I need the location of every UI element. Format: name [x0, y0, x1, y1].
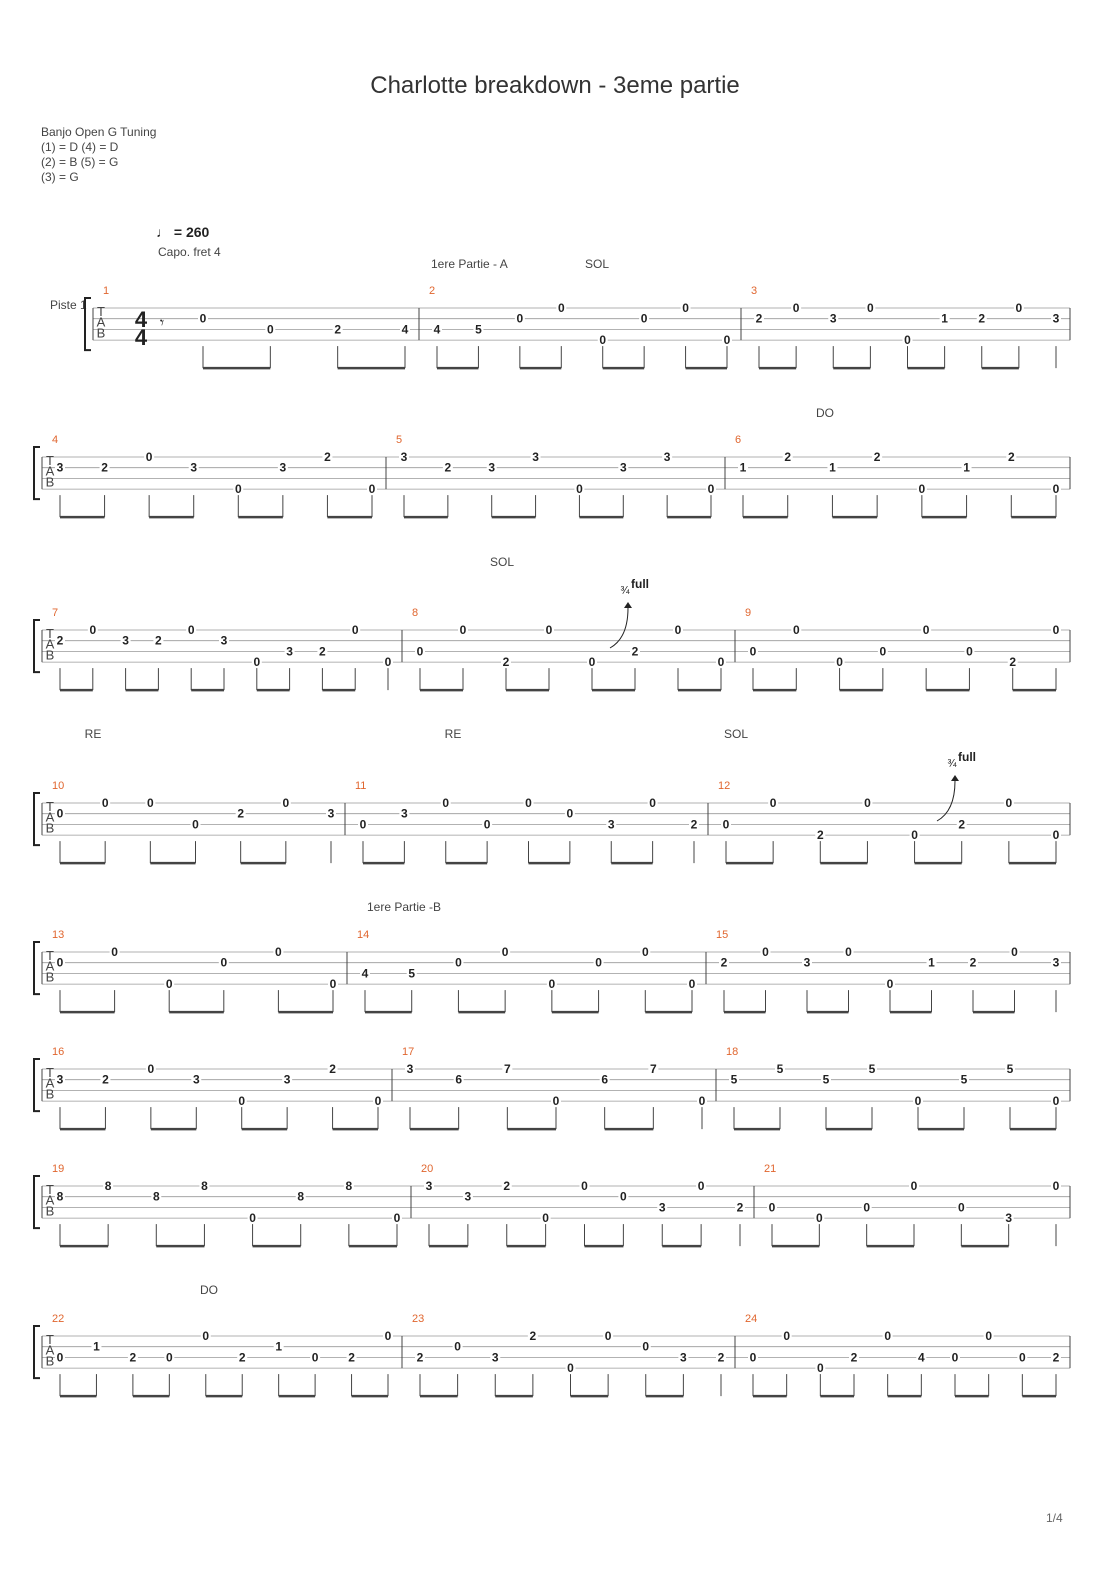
fret-number: 2 — [502, 655, 510, 670]
fret-number: 0 — [769, 796, 777, 810]
fret-number: 2 — [319, 644, 326, 659]
fret-number: 0 — [864, 796, 871, 810]
fret-number: 3 — [56, 460, 64, 475]
fret-number: 0 — [459, 623, 467, 637]
fret-number: 0 — [816, 1361, 824, 1376]
measure-number: 10 — [52, 780, 65, 792]
measure-number: 3 — [751, 285, 758, 297]
fret-number: 0 — [620, 1189, 627, 1204]
measure-number: 15 — [716, 929, 729, 941]
bend-curve — [937, 781, 955, 821]
fret-number: 0 — [56, 1350, 64, 1365]
fret-number: 1 — [941, 311, 948, 326]
fret-number: 0 — [642, 1339, 650, 1354]
fret-number: 2 — [631, 644, 639, 659]
fret-number: 0 — [199, 311, 207, 326]
chord-name: RE — [84, 727, 102, 741]
fret-number: 0 — [249, 1211, 256, 1226]
fret-number: 3 — [680, 1350, 687, 1365]
fret-number: 0 — [238, 1094, 246, 1109]
fret-number: 0 — [641, 945, 649, 959]
fret-number: 0 — [922, 623, 930, 637]
fret-number: 6 — [601, 1072, 609, 1087]
fret-number: 3 — [327, 806, 335, 821]
chord-name: RE — [444, 727, 462, 741]
fret-number: 0 — [455, 955, 462, 970]
chord-name: DO — [816, 406, 834, 420]
bend-curve — [610, 608, 628, 648]
fret-number: 3 — [1005, 1211, 1013, 1226]
measure-number: 7 — [52, 607, 59, 619]
tab-clef-letter: T — [97, 304, 105, 319]
measure-number: 9 — [745, 607, 752, 619]
fret-number: 0 — [879, 644, 887, 659]
fret-number: 0 — [910, 1179, 918, 1193]
measure-number: 8 — [412, 607, 419, 619]
tab-clef-letter: A — [45, 1075, 55, 1091]
fret-number: 0 — [966, 644, 973, 659]
chord-name: SOL — [723, 727, 749, 741]
fret-number: 3 — [658, 1200, 666, 1215]
tab-clef-letter: T — [46, 453, 54, 468]
fret-number: 0 — [282, 796, 290, 810]
fret-number: 0 — [985, 1329, 993, 1343]
fret-number: 8 — [345, 1179, 353, 1193]
fret-number: 1 — [93, 1339, 100, 1354]
fret-number: 0 — [1052, 482, 1060, 497]
tab-clef-letter: B — [45, 1203, 55, 1219]
fret-number: 2 — [237, 806, 245, 821]
fret-number: 0 — [567, 1361, 574, 1376]
bend-fraction-label: ¾ — [620, 585, 630, 597]
system-bracket — [34, 1326, 40, 1378]
tab-clef-letter: A — [45, 1192, 55, 1208]
fret-number: 3 — [192, 1072, 200, 1087]
fret-number: 0 — [863, 1200, 871, 1215]
tab-clef-letter: T — [46, 799, 54, 814]
fret-number: 2 — [1052, 1350, 1060, 1365]
fret-number: 7 — [649, 1062, 657, 1076]
fret-number: 0 — [56, 806, 64, 821]
fret-number: 7 — [503, 1062, 511, 1076]
quarter-note-icon: ♩ — [156, 224, 170, 240]
score-title: Charlotte breakdown - 3eme partie — [370, 72, 740, 99]
fret-number: 8 — [201, 1179, 208, 1193]
time-signature-top: 4 — [134, 307, 148, 332]
fret-number: 0 — [329, 977, 337, 992]
fret-number: 0 — [640, 311, 648, 326]
fret-number: 1 — [275, 1339, 283, 1354]
fret-number: 0 — [815, 1211, 823, 1226]
fret-number: 0 — [234, 482, 242, 497]
fret-number: 2 — [690, 817, 698, 832]
fret-number: 0 — [682, 301, 689, 315]
fret-number: 2 — [56, 633, 64, 648]
fret-number: 0 — [442, 796, 450, 810]
fret-number: 3 — [190, 460, 198, 475]
fret-number: 5 — [822, 1072, 830, 1087]
chord-name: DO — [200, 1283, 218, 1297]
measure-number: 24 — [745, 1313, 758, 1325]
fret-number: 2 — [324, 450, 331, 464]
fret-number: 0 — [599, 333, 607, 348]
bend-amount-label: full — [631, 577, 649, 591]
fret-number: 0 — [416, 644, 424, 659]
fret-number: 3 — [283, 1072, 291, 1087]
fret-number: 0 — [792, 623, 800, 637]
fret-number: 0 — [1052, 1094, 1060, 1109]
fret-number: 0 — [501, 945, 509, 959]
fret-number: 2 — [529, 1329, 537, 1343]
track-name: Piste 1 — [50, 298, 87, 312]
fret-number: 0 — [1011, 945, 1018, 959]
section-marker: 1ere Partie - A — [431, 257, 508, 271]
fret-number: 0 — [393, 1211, 401, 1226]
system-bracket — [34, 447, 40, 499]
fret-number: 4 — [917, 1350, 925, 1365]
fret-number: 2 — [720, 955, 728, 970]
fret-number: 3 — [406, 1062, 414, 1076]
fret-number: 2 — [958, 817, 966, 832]
page-number: 1/4 — [1046, 1511, 1063, 1525]
fret-number: 3 — [532, 450, 539, 464]
tab-clef-letter: T — [46, 1065, 54, 1080]
fret-number: 2 — [850, 1350, 858, 1365]
fret-number: 3 — [803, 955, 811, 970]
fret-number: 0 — [525, 796, 532, 810]
tab-clef-letter: B — [96, 325, 106, 341]
fret-number: 0 — [359, 817, 367, 832]
fret-number: 2 — [416, 1350, 424, 1365]
tab-clef-letter: B — [45, 1086, 55, 1102]
tab-clef-letter: T — [46, 1332, 54, 1347]
fret-number: 2 — [444, 460, 452, 475]
fret-number: 0 — [111, 945, 118, 959]
fret-number: 0 — [1005, 796, 1013, 810]
tuning-line: (2) = B (5) = G — [41, 155, 119, 169]
fret-number: 0 — [545, 623, 553, 637]
fret-number: 0 — [722, 817, 730, 832]
fret-number: 0 — [688, 977, 696, 992]
fret-number: 3 — [286, 644, 293, 659]
fret-number: 0 — [698, 1094, 706, 1109]
fret-number: 2 — [717, 1350, 725, 1365]
fret-number: 2 — [873, 450, 881, 464]
measure-number: 4 — [52, 434, 59, 446]
fret-number: 2 — [129, 1350, 137, 1365]
fret-number: 0 — [604, 1329, 612, 1343]
fret-number: 0 — [101, 796, 109, 810]
fret-number: 8 — [152, 1189, 160, 1204]
fret-number: 0 — [1052, 1179, 1060, 1193]
system-bracket — [34, 1176, 40, 1228]
fret-number: 2 — [978, 311, 986, 326]
fret-number: 8 — [56, 1189, 64, 1204]
tab-clef-letter: B — [45, 820, 55, 836]
fret-number: 3 — [122, 633, 129, 648]
fret-number: 0 — [749, 1350, 757, 1365]
fret-number: 1 — [829, 460, 836, 475]
fret-number: 5 — [730, 1072, 738, 1087]
fret-number: 0 — [595, 955, 602, 970]
fret-number: 0 — [914, 1094, 922, 1109]
fret-number: 0 — [792, 301, 800, 315]
bend-arrow-icon — [951, 775, 959, 781]
fret-number: 1 — [739, 460, 747, 475]
fret-number: 0 — [275, 945, 282, 959]
fret-number: 0 — [145, 450, 153, 464]
fret-number: 0 — [253, 655, 261, 670]
fret-number: 3 — [220, 633, 228, 648]
fret-number: 5 — [776, 1062, 784, 1076]
fret-number: 3 — [425, 1179, 433, 1193]
bend-amount-label: full — [958, 750, 976, 764]
fret-number: 5 — [960, 1072, 968, 1087]
fret-number: 0 — [957, 1200, 965, 1215]
fret-number: 0 — [557, 301, 565, 315]
measure-number: 20 — [421, 1163, 434, 1175]
fret-number: 0 — [762, 945, 769, 959]
fret-number: 3 — [401, 806, 408, 821]
chord-name: SOL — [489, 555, 515, 569]
fret-number: 0 — [588, 655, 596, 670]
measure-number: 21 — [764, 1163, 777, 1175]
fret-number: 2 — [1007, 450, 1015, 464]
bend-arrow-icon — [624, 602, 632, 608]
eighth-rest-icon: 𝄾 — [159, 315, 165, 332]
fret-number: 0 — [674, 623, 682, 637]
tuning-name: Banjo Open G Tuning — [41, 125, 157, 139]
fret-number: 3 — [488, 460, 496, 475]
tab-clef-letter: T — [46, 626, 54, 641]
fret-number: 0 — [165, 1350, 173, 1365]
fret-number: 0 — [783, 1329, 791, 1343]
fret-number: 0 — [1018, 1350, 1026, 1365]
tab-clef-letter: A — [45, 463, 55, 479]
capo-marking: Capo. fret 4 — [158, 245, 221, 259]
fret-number: 2 — [503, 1179, 511, 1193]
fret-number: 3 — [829, 311, 837, 326]
measure-number: 1 — [103, 285, 110, 297]
fret-number: 5 — [408, 966, 416, 981]
fret-number: 5 — [868, 1062, 876, 1076]
fret-number: 1 — [963, 460, 970, 475]
fret-number: 0 — [749, 644, 757, 659]
fret-number: 0 — [649, 796, 656, 810]
measure-number: 16 — [52, 1046, 65, 1058]
fret-number: 0 — [146, 796, 154, 810]
measure-number: 17 — [402, 1046, 415, 1058]
tab-clef-letter: A — [45, 809, 55, 825]
fret-number: 4 — [401, 322, 409, 337]
tab-clef-letter: B — [45, 474, 55, 490]
fret-number: 0 — [192, 817, 199, 832]
fret-number: 5 — [1006, 1062, 1014, 1076]
fret-number: 3 — [607, 817, 615, 832]
system-bracket — [34, 1059, 40, 1111]
fret-number: 0 — [576, 482, 583, 497]
fret-number: 0 — [384, 655, 392, 670]
fret-number: 4 — [361, 966, 369, 981]
tab-clef-letter: B — [45, 647, 55, 663]
tab-clef-letter: A — [45, 958, 55, 974]
fret-number: 0 — [368, 482, 376, 497]
measure-number: 12 — [718, 780, 731, 792]
fret-number: 0 — [581, 1179, 588, 1193]
fret-number: 0 — [717, 655, 725, 670]
fret-number: 2 — [1009, 655, 1017, 670]
fret-number: 4 — [433, 322, 441, 337]
tab-clef-letter: B — [45, 1353, 55, 1369]
fret-number: 0 — [884, 1329, 892, 1343]
fret-number: 0 — [1052, 828, 1060, 843]
tab-clef-letter: A — [45, 636, 55, 652]
fret-number: 2 — [238, 1350, 246, 1365]
tab-clef-letter: A — [96, 314, 106, 330]
fret-number: 0 — [220, 955, 228, 970]
fret-number: 5 — [475, 322, 482, 337]
fret-number: 8 — [104, 1179, 112, 1193]
fret-number: 3 — [464, 1189, 472, 1204]
system-bracket — [34, 620, 40, 672]
measure-number: 23 — [412, 1313, 425, 1325]
system-bracket — [34, 793, 40, 845]
measure-number: 5 — [396, 434, 403, 446]
fret-number: 3 — [56, 1072, 64, 1087]
fret-number: 0 — [723, 333, 731, 348]
fret-number: 0 — [187, 623, 195, 637]
fret-number: 0 — [951, 1350, 959, 1365]
fret-number: 0 — [202, 1329, 210, 1343]
fret-number: 0 — [266, 322, 274, 337]
measure-number: 6 — [735, 434, 742, 446]
fret-number: 0 — [845, 945, 852, 959]
measure-number: 2 — [429, 285, 436, 297]
fret-number: 0 — [384, 1329, 392, 1343]
fret-number: 0 — [542, 1211, 549, 1226]
measure-number: 19 — [52, 1163, 65, 1175]
fret-number: 0 — [697, 1179, 705, 1193]
fret-number: 0 — [867, 301, 874, 315]
fret-number: 3 — [400, 450, 408, 464]
fret-number: 0 — [483, 817, 491, 832]
fret-number: 2 — [155, 633, 162, 648]
fret-number: 2 — [102, 1072, 109, 1087]
fret-number: 0 — [454, 1339, 461, 1354]
fret-number: 2 — [334, 322, 342, 337]
fret-number: 0 — [165, 977, 173, 992]
fret-number: 0 — [374, 1094, 382, 1109]
tab-clef-letter: T — [46, 948, 54, 963]
fret-number: 0 — [911, 828, 918, 843]
tuning-line: (3) = G — [41, 170, 79, 184]
fret-number: 0 — [516, 311, 524, 326]
section-marker: 1ere Partie -B — [367, 900, 442, 914]
fret-number: 3 — [1052, 955, 1060, 970]
fret-number: 0 — [1052, 623, 1060, 637]
measure-number: 13 — [52, 929, 65, 941]
fret-number: 3 — [279, 460, 287, 475]
fret-number: 0 — [768, 1200, 776, 1215]
fret-number: 1 — [928, 955, 935, 970]
measure-number: 14 — [357, 929, 370, 941]
fret-number: 0 — [56, 955, 64, 970]
fret-number: 0 — [351, 623, 359, 637]
fret-number: 0 — [1015, 301, 1023, 315]
fret-number: 0 — [548, 977, 556, 992]
tab-clef-letter: A — [45, 1342, 55, 1358]
system-bracket — [85, 298, 91, 350]
fret-number: 0 — [311, 1350, 319, 1365]
tuning-line: (1) = D (4) = D — [41, 140, 119, 154]
fret-number: 0 — [89, 623, 97, 637]
fret-number: 0 — [566, 806, 574, 821]
fret-number: 2 — [736, 1200, 744, 1215]
fret-number: 2 — [784, 450, 792, 464]
fret-number: 6 — [455, 1072, 463, 1087]
system-bracket — [34, 942, 40, 994]
fret-number: 3 — [663, 450, 671, 464]
fret-number: 3 — [619, 460, 627, 475]
fret-number: 2 — [816, 828, 824, 843]
tab-clef-letter: B — [45, 969, 55, 985]
fret-number: 3 — [1052, 311, 1060, 326]
measure-number: 22 — [52, 1313, 65, 1325]
fret-number: 0 — [918, 482, 926, 497]
fret-number: 8 — [297, 1189, 305, 1204]
fret-number: 0 — [552, 1094, 560, 1109]
chord-name: SOL — [584, 257, 610, 271]
fret-number: 0 — [147, 1062, 155, 1076]
measure-number: 18 — [726, 1046, 739, 1058]
fret-number: 0 — [836, 655, 843, 670]
fret-number: 3 — [491, 1350, 499, 1365]
fret-number: 0 — [904, 333, 911, 348]
measure-number: 11 — [355, 780, 367, 792]
fret-number: 2 — [329, 1062, 336, 1076]
tempo-value: = 260 — [173, 224, 210, 240]
fret-number: 0 — [707, 482, 715, 497]
fret-number: 0 — [886, 977, 894, 992]
bend-fraction-label: ¾ — [947, 758, 957, 770]
fret-number: 2 — [101, 460, 108, 475]
fret-number: 2 — [755, 311, 763, 326]
time-signature-bottom: 4 — [134, 325, 148, 350]
fret-number: 2 — [969, 955, 977, 970]
tab-clef-letter: T — [46, 1182, 54, 1197]
fret-number: 2 — [348, 1350, 355, 1365]
